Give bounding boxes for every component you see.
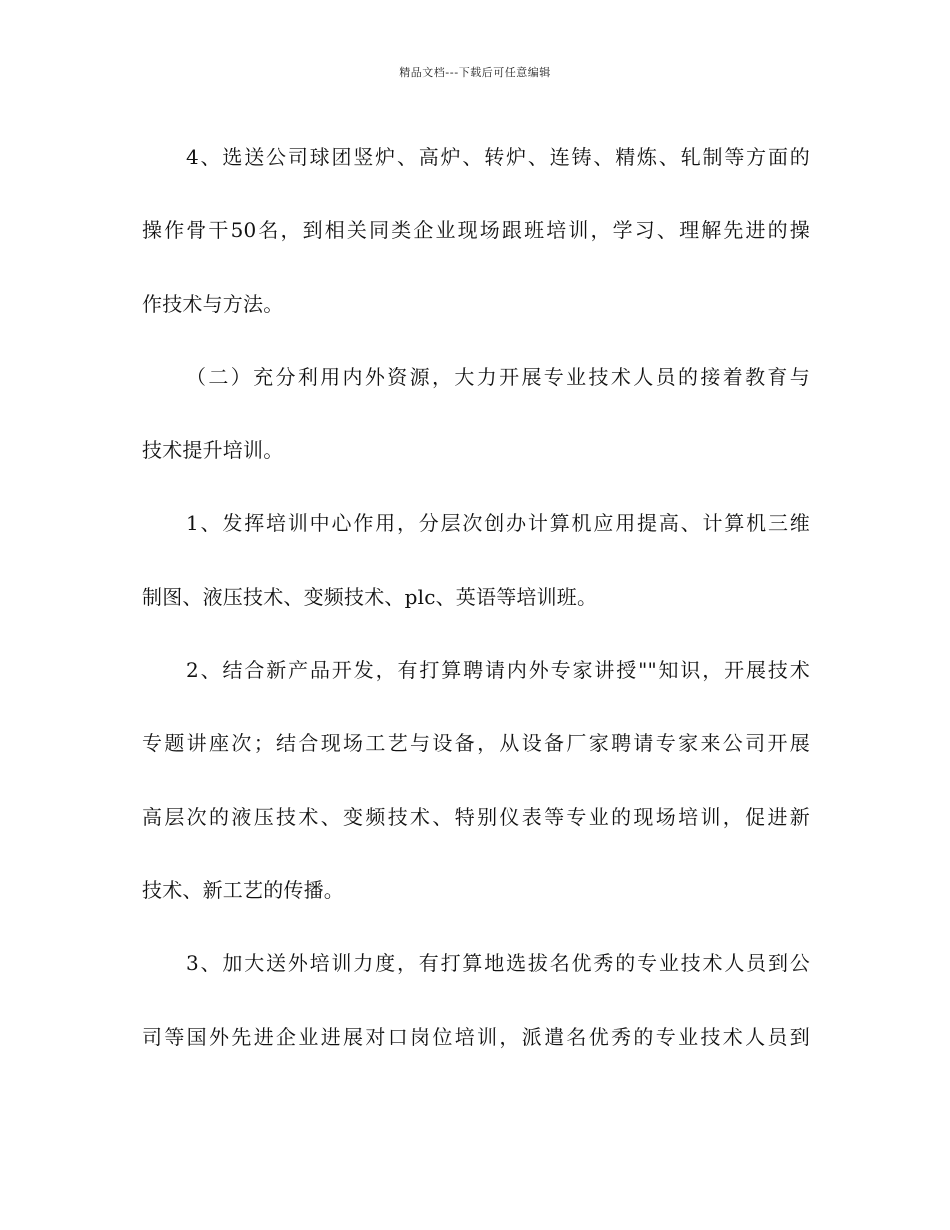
page-header: 精品文档---下载后可任意编辑 — [399, 66, 551, 79]
text-line: 作技术与方法。 — [142, 291, 284, 316]
text-line: 4、选送公司球团竖炉、高炉、转炉、连铸、精炼、轧制等方面的 — [186, 145, 810, 169]
text-line: 技术、新工艺的传播。 — [142, 877, 344, 902]
text-line: 2、结合新产品开发，有打算聘请内外专家讲授""知识，开展技术 — [186, 658, 810, 683]
text-line: 1、发挥培训中心作用，分层次创办计算机应用提高、计算机三维 — [186, 511, 810, 536]
text-line: 技术提升培训。 — [142, 438, 284, 463]
text-line: 操作骨干50名，到相关同类企业现场跟班培训，学习、理解先进的操 — [142, 218, 810, 243]
text-line: 高层次的液压技术、变频技术、特别仪表等专业的现场培训，促进新 — [142, 804, 810, 829]
text-line: 司等国外先进企业进展对口岗位培训，派遣名优秀的专业技术人员到 — [142, 1024, 810, 1049]
text-line: 3、加大送外培训力度，有打算地选拔名优秀的专业技术人员到公 — [186, 951, 810, 976]
text-line: 专题讲座次；结合现场工艺与设备，从设备厂家聘请专家来公司开展 — [142, 731, 810, 756]
text-line: 制图、液压技术、变频技术、plc、英语等培训班。 — [142, 584, 598, 609]
document-body — [142, 136, 810, 1089]
text-line: （二）充分利用内外资源，大力开展专业技术人员的接着教育与 — [186, 364, 810, 389]
